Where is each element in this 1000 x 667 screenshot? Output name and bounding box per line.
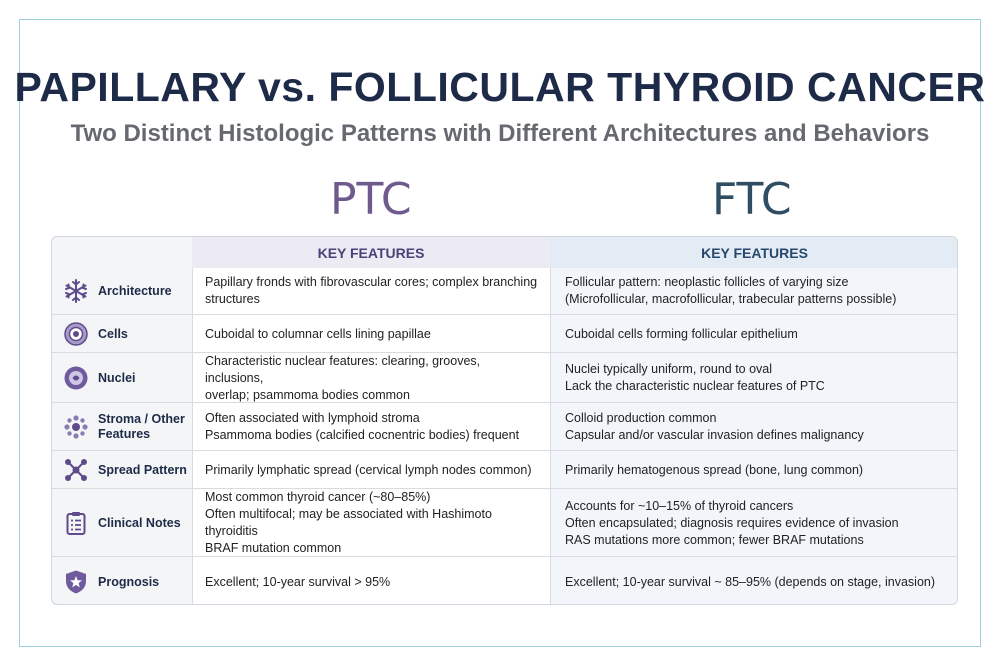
ftc-cell (550, 353, 958, 403)
table-row-nuclei (52, 352, 958, 403)
ftc-cell-text: Primarily hematogenous spread (bone, lung common) (565, 462, 864, 477)
ptc-cell-text: Characteristic nuclear features: clearing, grooves, inclusions, overlap; psammoma bodies common (205, 353, 481, 402)
nucleus-icon (62, 364, 90, 392)
row-label: Clinical Notes (98, 515, 181, 530)
cell-icon (62, 320, 90, 348)
row-label-cell (52, 315, 192, 353)
snowflake-icon (62, 277, 90, 305)
ptc-cell-text: Papillary fronds with fibrovascular cores; complex branching structures (205, 275, 538, 306)
ptc-cell-text: Primarily lymphatic spread (cervical lymph nodes common) (205, 462, 532, 477)
table-header-ftc: KEY FEATURES (550, 237, 958, 268)
row-label-cell (52, 353, 192, 403)
table-row-cells (52, 314, 958, 353)
ptc-cell-text: Often associated with lymphoid stroma Psammoma bodies (calcified cocnentric bodies) frequent (205, 411, 520, 442)
ftc-cell (550, 451, 958, 489)
table-row-clinical-notes (52, 488, 958, 557)
row-label: Stroma / Other Features (98, 412, 185, 441)
ptc-cell-text: Cuboidal to columnar cells lining papillae (205, 326, 431, 341)
ftc-cell (550, 315, 958, 353)
table-row-prognosis (52, 556, 958, 605)
ftc-cell (550, 489, 958, 557)
ftc-cell-text: Accounts for ~10–15% of thyroid cancers Often encapsulated; diagnosis requires evidence of invasion RAS mutations more common; fewer BRAF mutations (565, 498, 899, 547)
table-header-ptc: KEY FEATURES (192, 237, 550, 268)
row-label-cell (52, 489, 192, 557)
ftc-cell-text: Excellent; 10-year survival ~ 85–95% (depends on stage, invasion) (565, 574, 936, 589)
row-label: Architecture (98, 283, 172, 298)
shield-icon (62, 568, 90, 596)
ftc-cell-text: Nuclei typically uniform, round to oval Lack the characteristic nuclear features of PTC (565, 362, 825, 393)
ptc-cell-text: Excellent; 10-year survival > 95% (205, 574, 391, 589)
table-row-architecture (52, 268, 958, 314)
row-label-cell (52, 557, 192, 605)
table-header-blank (52, 237, 192, 268)
row-label: Cells (98, 326, 128, 341)
row-label-cell (52, 451, 192, 489)
table-row-stroma (52, 402, 958, 451)
ptc-cell (192, 557, 550, 605)
row-label: Prognosis (98, 574, 160, 589)
stroma-icon (62, 413, 90, 441)
row-label: Nuclei (98, 370, 136, 385)
ftc-cell-text: Cuboidal cells forming follicular epithelium (565, 326, 798, 341)
page-subtitle: Two Distinct Histologic Patterns with Different Architectures and Behaviors (70, 120, 930, 147)
ptc-cell (192, 403, 550, 451)
page-title: PAPILLARY vs. FOLLICULAR THYROID CANCER (14, 64, 986, 110)
ftc-cell (550, 557, 958, 605)
row-label-cell (52, 403, 192, 451)
comparison-table (51, 236, 958, 605)
ftc-cell (550, 268, 958, 314)
column-heading-ptc: PTC (330, 174, 412, 225)
ptc-cell (192, 489, 550, 557)
ptc-cell (192, 353, 550, 403)
ftc-cell-text: Colloid production common Capsular and/or vascular invasion defines malignancy (565, 411, 864, 442)
row-label-cell (52, 268, 192, 314)
ptc-cell (192, 268, 550, 314)
network-icon (62, 456, 90, 484)
clipboard-icon (62, 509, 90, 537)
ptc-cell-text: Most common thyroid cancer (~80–85%) Often multifocal; may be associated with Hashimoto thyroiditis BRAF mutation common (205, 490, 492, 555)
ftc-cell-text: Follicular pattern: neoplastic follicles of varying size (Microfollicular, macrofollicular, trabecular patterns possible) (565, 275, 897, 306)
column-heading-ftc: FTC (712, 174, 792, 225)
ftc-cell (550, 403, 958, 451)
row-label: Spread Pattern (98, 462, 187, 477)
table-row-spread (52, 450, 958, 489)
ptc-cell (192, 451, 550, 489)
ptc-cell (192, 315, 550, 353)
